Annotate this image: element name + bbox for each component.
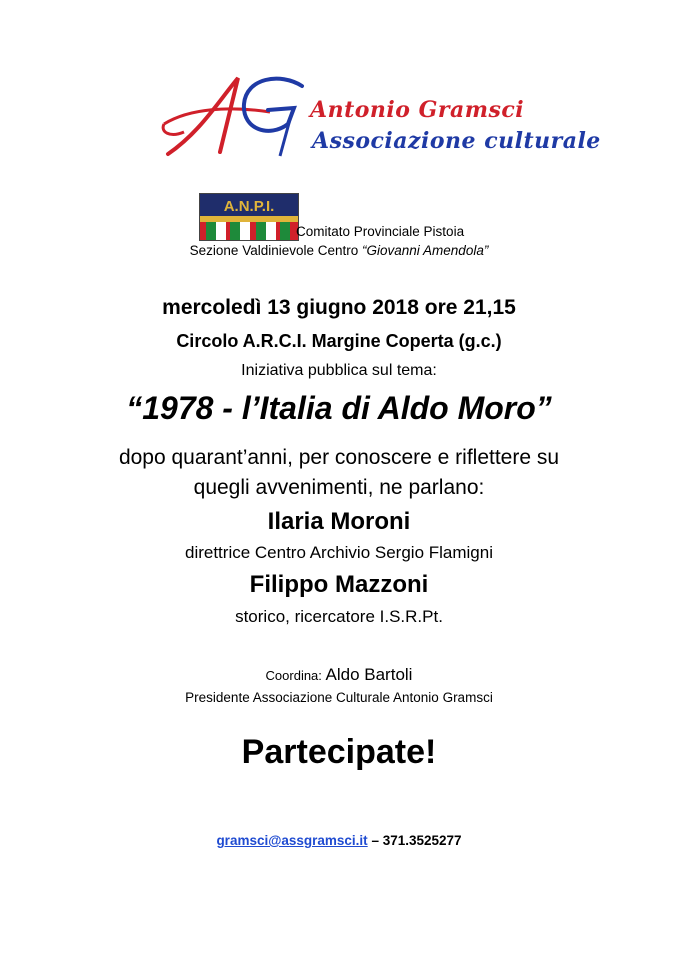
event-intro: Iniziativa pubblica sul tema:	[241, 362, 437, 379]
logo-name-line1: Antonio Gramsci	[310, 97, 525, 123]
speaker-name: Filippo Mazzoni	[249, 571, 429, 598]
logo-name-line2: Associazione culturale	[312, 128, 601, 154]
anpi-badge-icon	[199, 193, 299, 241]
coordinator-title: Presidente Associazione Culturale Antonio Gramsci	[185, 690, 493, 705]
call-to-action: Partecipate!	[241, 733, 437, 771]
coordinator-line	[0, 665, 678, 685]
contact-line	[0, 833, 678, 848]
ag-monogram-logo-icon	[160, 72, 310, 162]
anpi-committee: Comitato Provinciale Pistoia	[296, 224, 465, 239]
speaker-role: storico, ricercatore I.S.R.Pt.	[235, 607, 443, 626]
email-link[interactable]: gramsci@assgramsci.it	[216, 833, 368, 848]
coordinator-label: Coordina:	[265, 668, 326, 683]
event-description-line2: quegli avvenimenti, ne parlano:	[193, 476, 485, 499]
anpi-badge-text: A.N.P.I.	[223, 198, 275, 215]
anpi-section-name: “Giovanni Amendola”	[362, 243, 489, 258]
event-date-time: mercoledì 13 giugno 2018 ore 21,15	[162, 296, 516, 319]
anpi-section	[0, 242, 678, 260]
anpi-section-prefix: Sezione Valdinievole Centro	[189, 243, 363, 258]
contact-separator: –	[367, 833, 383, 848]
speaker-name: Ilaria Moroni	[267, 508, 411, 535]
event-venue: Circolo A.R.C.I. Margine Coperta (g.c.)	[176, 331, 502, 351]
phone-number: 371.3525277	[382, 833, 462, 848]
event-description-line1: dopo quarant’anni, per conoscere e riflettere su	[118, 446, 560, 469]
event-title: “1978 - l’Italia di Aldo Moro”	[126, 390, 552, 426]
coordinator-name: Aldo Bartoli	[325, 665, 413, 684]
speaker-role: direttrice Centro Archivio Sergio Flamigni	[184, 543, 493, 562]
